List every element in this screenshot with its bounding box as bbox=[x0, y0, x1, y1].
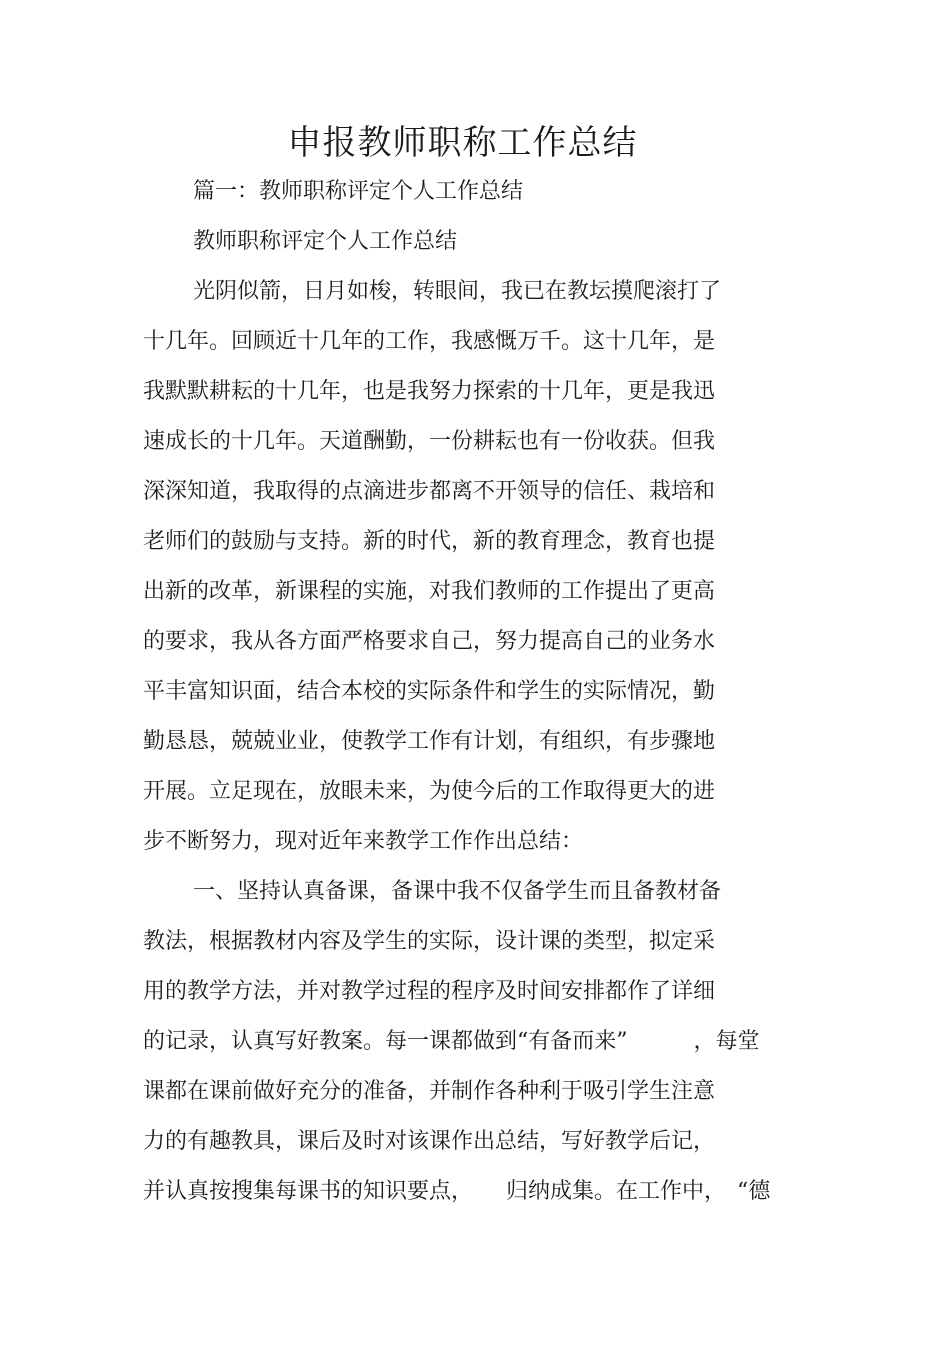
text-line: 深深知道，我取得的点滴进步都离不开领导的信任、栽培和 bbox=[143, 479, 716, 504]
text-line: 老师们的鼓励与支持。新的时代，新的教育理念，教育也提 bbox=[143, 529, 716, 554]
text-line: 的记录，认真写好教案。每一课都做到“有备而来” ，每堂 bbox=[143, 1029, 760, 1054]
text-line: 光阴似箭，日月如梭，转眼间，我已在教坛摸爬滚打了 bbox=[193, 279, 722, 304]
text-line: 一、坚持认真备课，备课中我不仅备学生而且备教材备 bbox=[193, 879, 722, 904]
text-line: 用的教学方法，并对教学过程的程序及时间安排都作了详细 bbox=[143, 979, 716, 1004]
text-line: 我默默耕耘的十几年，也是我努力探索的十几年，更是我迅 bbox=[143, 379, 716, 404]
text-line: 并认真按搜集每课书的知识要点， 归纳成集。在工作中， “德 bbox=[143, 1179, 771, 1204]
text-line: 步不断努力，现对近年来教学工作作出总结： bbox=[143, 829, 584, 854]
text-line: 速成长的十几年。天道酬勤，一份耕耘也有一份收获。但我 bbox=[143, 429, 716, 454]
text-line: 课都在课前做好充分的准备，并制作各种利于吸引学生注意 bbox=[143, 1079, 716, 1104]
text-line: 开展。立足现在，放眼未来，为使今后的工作取得更大的进 bbox=[143, 779, 716, 804]
text-line: 平丰富知识面，结合本校的实际条件和学生的实际情况，勤 bbox=[143, 679, 716, 704]
document-title: 申报教师职称工作总结 bbox=[287, 123, 638, 163]
section-subtitle: 篇一：教师职称评定个人工作总结 bbox=[193, 179, 524, 204]
text-line: 教法，根据教材内容及学生的实际，设计课的类型，拟定采 bbox=[143, 929, 716, 954]
text-line: 的要求，我从各方面严格要求自己，努力提高自己的业务水 bbox=[143, 629, 716, 654]
text-line: 勤恳恳，兢兢业业，使教学工作有计划，有组织，有步骤地 bbox=[143, 729, 716, 754]
text-line: 力的有趣教具，课后及时对该课作出总结，写好教学后记， bbox=[143, 1129, 716, 1154]
section-heading: 教师职称评定个人工作总结 bbox=[193, 229, 458, 254]
text-line: 出新的改革，新课程的实施，对我们教师的工作提出了更高 bbox=[143, 579, 716, 604]
text-line: 十几年。回顾近十几年的工作，我感慨万千。这十几年，是 bbox=[143, 329, 716, 354]
